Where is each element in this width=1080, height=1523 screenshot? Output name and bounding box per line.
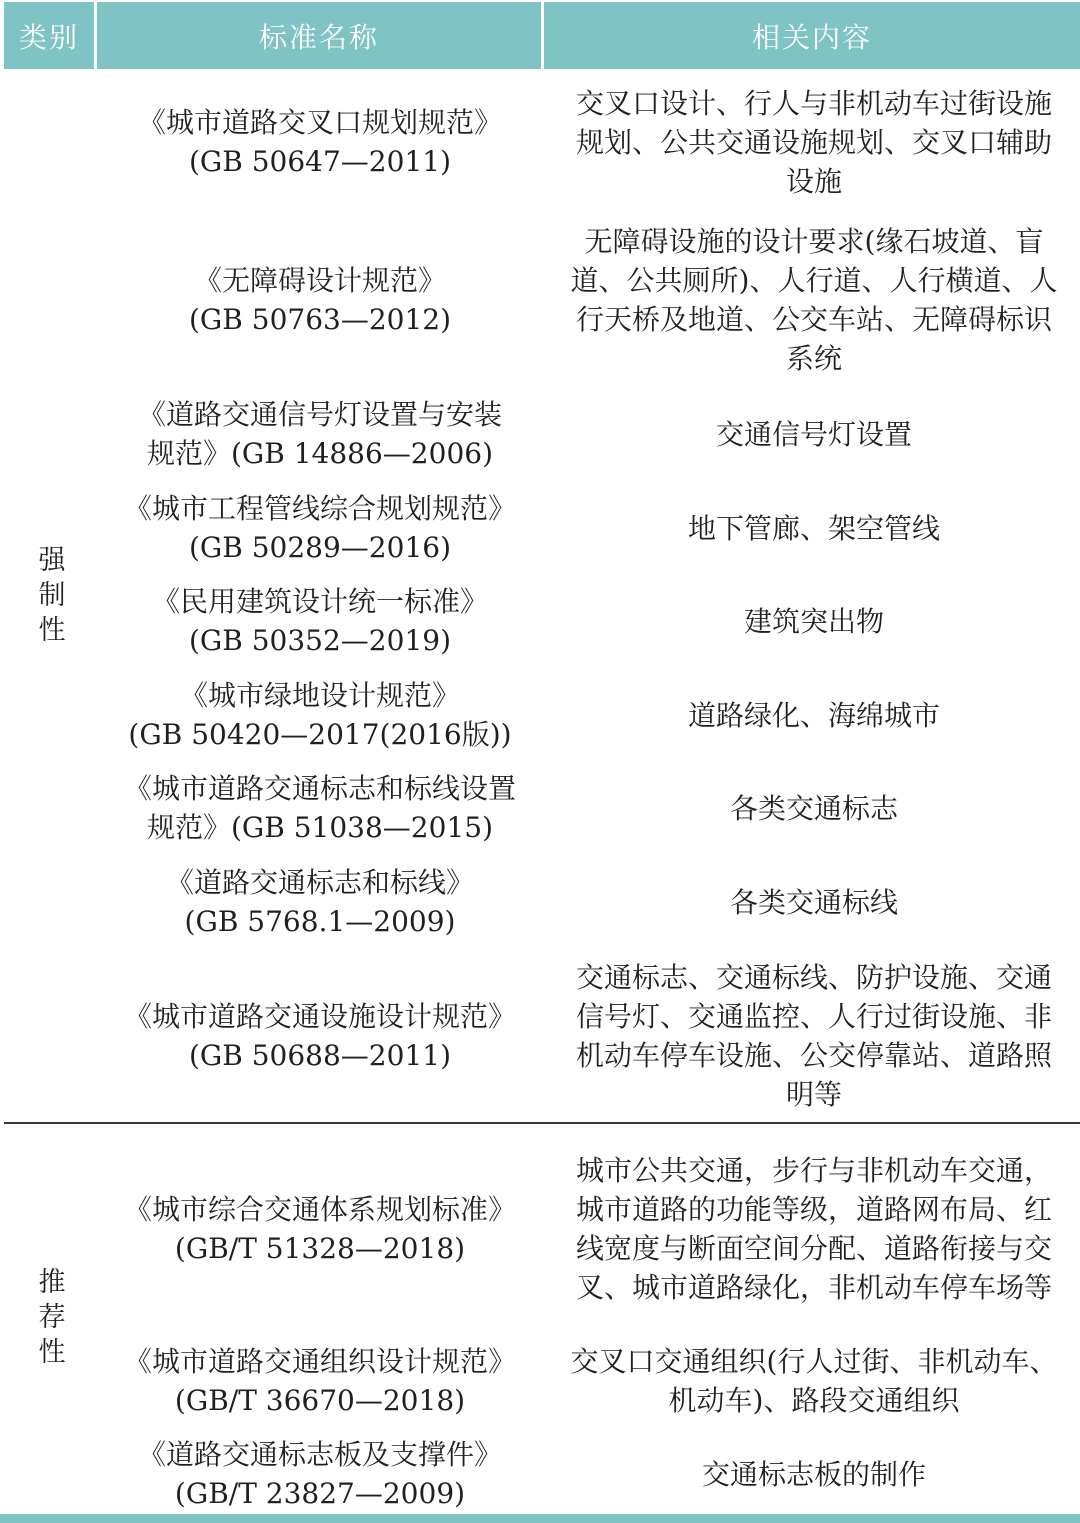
standard-title: 《无障碍设计规范》 xyxy=(193,264,446,297)
related-content: 城市公共交通，步行与非机动车交通，城市道路的功能等级，道路网布局、红线宽度与断面空间分配、道路衔接与交叉、城市道路绿化，非机动车停车场等 xyxy=(575,1154,1052,1304)
standard-code: (GB 50763—2012) xyxy=(188,303,452,336)
standard-title: 《民用建筑设计统一标准》 xyxy=(151,585,488,618)
related-content: 交通信号灯设置 xyxy=(715,417,912,451)
table-row xyxy=(0,580,1080,662)
standard-code: (GB/T 36670—2018) xyxy=(174,1384,466,1417)
standard-title: 《城市绿地设计规范》 xyxy=(179,679,460,712)
header-related-content: 相关内容 xyxy=(544,2,1080,69)
standard-title: 《城市道路交叉口规划规范》 xyxy=(137,106,502,139)
standard-name xyxy=(100,580,540,662)
table-row xyxy=(0,956,1080,1116)
table-row xyxy=(0,767,1080,849)
standard-code: (GB 50647—2011) xyxy=(188,145,451,178)
table-header xyxy=(0,0,1080,71)
standard-code: (GB 50289—2016) xyxy=(188,531,451,564)
related-content: 交叉口设计、行人与非机动车过街设施规划、公共交通设施规划、交叉口辅助设施 xyxy=(575,86,1052,198)
standard-code: (GB 50688—2011) xyxy=(188,1039,451,1072)
standard-code: (GB/T 51328—2018) xyxy=(174,1232,466,1265)
standard-name xyxy=(100,861,540,943)
standard-code: (GB 5768.1—2009) xyxy=(184,905,456,938)
table-row xyxy=(0,674,1080,756)
standard-title: 《道路交通标志和标线》 xyxy=(165,866,474,899)
standard-name xyxy=(100,674,540,756)
related-content: 道路绿化、海绵城市 xyxy=(687,698,940,732)
standard-name xyxy=(100,79,540,205)
standard-name xyxy=(100,220,540,380)
table-row xyxy=(0,1340,1080,1422)
standard-name xyxy=(100,956,540,1116)
table-row xyxy=(0,861,1080,943)
related-content: 交通标志板的制作 xyxy=(701,1457,926,1491)
table-row xyxy=(0,487,1080,569)
table-row xyxy=(0,393,1080,475)
standard-name xyxy=(100,393,540,475)
category-label: 推荐性 xyxy=(33,1267,65,1372)
table-row xyxy=(0,1433,1080,1515)
standard-title: 《道路交通标志板及支撑件》 xyxy=(137,1438,502,1471)
standard-code: (GB 50352—2019) xyxy=(188,624,451,657)
standard-name xyxy=(100,1130,540,1328)
table-row xyxy=(0,1130,1080,1328)
standard-name xyxy=(100,487,540,569)
related-content: 地下管廊、架空管线 xyxy=(687,511,940,545)
standard-name xyxy=(100,1340,540,1422)
standard-title: 《城市道路交通标志和标线设置 xyxy=(123,772,516,805)
category-label: 强制性 xyxy=(33,544,65,650)
standard-title: 《城市道路交通组织设计规范》 xyxy=(123,1345,516,1378)
standard-code: (GB/T 23827—2009) xyxy=(174,1477,466,1510)
related-content: 建筑突出物 xyxy=(743,604,884,638)
related-content: 交叉口交通组织(行人过街、非机动车、机动车)、路段交通组织 xyxy=(570,1345,1058,1417)
related-content: 各类交通标志 xyxy=(729,791,898,825)
related-content: 交通标志、交通标线、防护设施、交通信号灯、交通监控、人行过街设施、非机动车停车设施、公交停靠站、道路照明等 xyxy=(575,961,1052,1111)
standard-title: 《城市工程管线综合规划规范》 xyxy=(123,492,516,525)
header-category: 类别 xyxy=(4,2,94,69)
table-row xyxy=(0,220,1080,380)
related-content: 各类交通标线 xyxy=(729,885,898,919)
standard-code: 规范》(GB 51038—2015) xyxy=(146,811,493,844)
table-bottom-bar xyxy=(0,1514,1080,1523)
standard-title: 《道路交通信号灯设置与安装 xyxy=(137,398,502,431)
related-content: 无障碍设施的设计要求(缘石坡道、盲道、公共厕所)、人行道、人行横道、人行天桥及地道、公交车站、无障碍标识系统 xyxy=(570,225,1058,375)
standard-code: (GB 50420—2017(2016版)) xyxy=(128,718,512,751)
standard-title: 《城市综合交通体系规划标准》 xyxy=(123,1193,516,1226)
standard-name xyxy=(100,767,540,849)
table-row xyxy=(0,79,1080,205)
standard-title: 《城市道路交通设施设计规范》 xyxy=(123,1000,516,1033)
header-standard-name: 标准名称 xyxy=(97,2,541,69)
standard-name xyxy=(100,1433,540,1515)
standard-code: 规范》(GB 14886—2006) xyxy=(146,437,493,470)
group-divider xyxy=(4,1122,1080,1124)
